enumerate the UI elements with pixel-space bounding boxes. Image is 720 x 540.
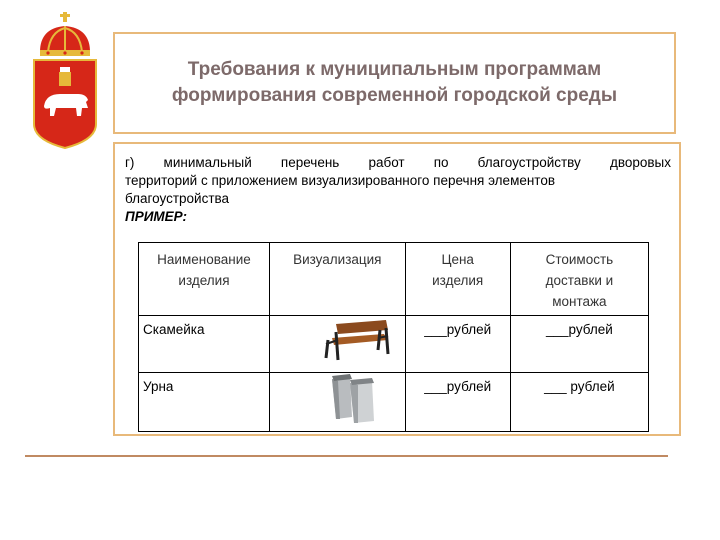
row-1-name: Скамейка bbox=[139, 316, 270, 373]
table-row bbox=[139, 316, 649, 373]
header-name-line-2: изделия bbox=[178, 273, 230, 288]
row-2-price: ___рублей bbox=[405, 373, 510, 432]
shield-icon bbox=[34, 60, 96, 148]
coat-of-arms-emblem bbox=[26, 12, 104, 152]
row-1-visualization bbox=[269, 316, 405, 373]
trash-bin-icon bbox=[328, 373, 380, 423]
row-2-visualization bbox=[269, 373, 405, 432]
header-delivery-line-1: Стоимость bbox=[545, 252, 614, 267]
bench-icon bbox=[322, 320, 392, 362]
row-1-delivery: ___рублей bbox=[510, 316, 648, 373]
title-box bbox=[113, 32, 676, 134]
content-box bbox=[113, 142, 681, 436]
example-label: ПРИМЕР: bbox=[125, 209, 187, 224]
row-2-name: Урна bbox=[139, 373, 270, 432]
intro-line-3: благоустройства bbox=[125, 191, 230, 206]
header-name-line-1: Наименование bbox=[157, 252, 251, 267]
header-price-line-2: изделия bbox=[432, 273, 484, 288]
header-visualization-line-1: Визуализация bbox=[293, 252, 382, 267]
table-row bbox=[139, 373, 649, 432]
intro-text bbox=[125, 154, 671, 226]
header-delivery bbox=[510, 243, 648, 316]
page-title-line-1: Требования к муниципальным программам bbox=[187, 59, 602, 80]
table-header-row bbox=[139, 243, 649, 316]
crown-icon bbox=[40, 12, 90, 56]
header-delivery-line-3: монтажа bbox=[552, 294, 607, 309]
header-price-line-1: Цена bbox=[441, 252, 474, 267]
page-title-line-2: формирования современной городской среды bbox=[171, 85, 618, 106]
intro-line-2: территорий с приложением визуализированного перечня элементов bbox=[125, 173, 556, 188]
row-2-delivery: ___ рублей bbox=[510, 373, 648, 432]
row-1-price: ___рублей bbox=[405, 316, 510, 373]
intro-line-1: г) минимальный перечень работ по благоустройству дворовых bbox=[125, 155, 671, 170]
header-price bbox=[405, 243, 510, 316]
header-name bbox=[139, 243, 270, 316]
bottom-divider bbox=[25, 455, 668, 457]
header-visualization bbox=[269, 243, 405, 316]
items-table bbox=[138, 242, 649, 432]
header-delivery-line-2: доставки и bbox=[545, 273, 614, 288]
